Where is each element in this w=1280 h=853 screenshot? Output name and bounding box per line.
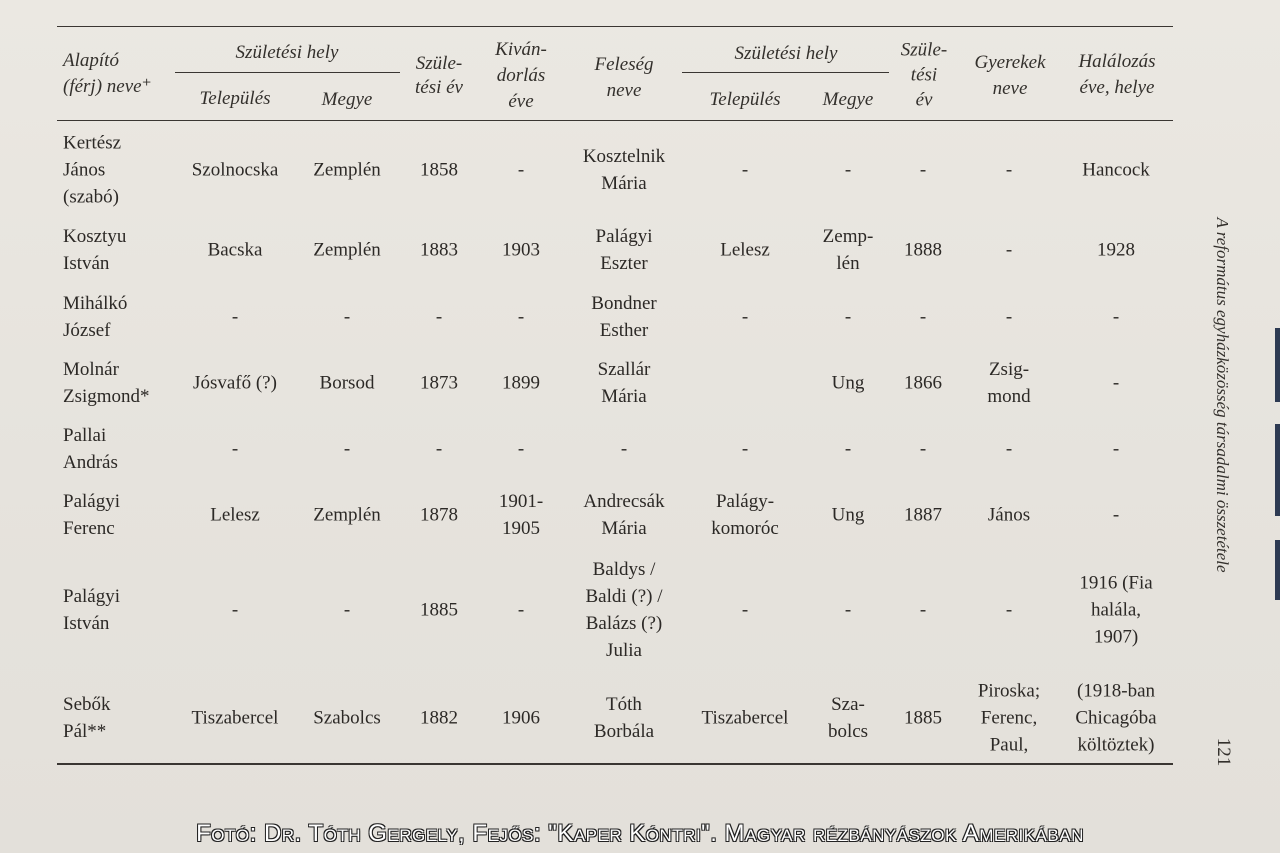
header-wife-county [823,88,874,112]
cell-county [313,705,381,732]
cell-children-line: - [1005,239,1013,261]
header-wife-name [594,52,653,104]
page-edge-tab [1275,540,1280,600]
page-number: 121 [1213,737,1234,767]
cell-w-birth [920,436,926,463]
cell-wife-line: Kosztelnik [582,146,666,167]
cell-w-county-line: Zemp- [822,226,874,247]
cell-settlement-line: Bacska [207,239,263,261]
cell-w-county-line: - [844,306,852,328]
cell-birth-line: - [435,306,443,328]
cell-name-line: Kosztyu [63,226,127,247]
cell-death-line: - [1112,372,1120,394]
cell-emig-line: - [517,599,525,621]
cell-w-settlement-line: Palágy- [715,491,775,512]
cell-death-line: költöztek) [1077,734,1155,756]
cell-children [1006,157,1012,184]
cell-children [1006,436,1012,463]
cell-county [320,370,375,397]
cell-w-county-line: Sza- [831,694,865,715]
cell-birth [420,237,458,264]
header-settlement-line: Település [199,88,271,109]
cell-w-birth [904,237,942,264]
header-bottom-rule [57,120,1173,121]
wife-birthplace-group-rule [682,72,889,73]
cell-children-line: - [1005,438,1013,460]
header-county-line: Megye [321,89,373,110]
header-wife-birthplace-group [735,42,838,66]
cell-death [1113,436,1119,463]
page-edge-tab [1275,424,1280,516]
cell-w-birth [904,370,942,397]
cell-w-birth-line: 1866 [904,372,942,394]
cell-name-line: Sebők [63,694,111,715]
cell-children [1006,597,1012,624]
cell-wife-line: Bondner [591,293,657,314]
cell-death-line: - [1112,438,1120,460]
cell-emig-line: - [517,306,525,328]
cell-death [1082,157,1150,184]
cell-settlement [232,436,238,463]
cell-name-line: Mihálkó [63,293,128,314]
cell-death [1097,237,1135,264]
header-children-line: neve [992,78,1028,99]
cell-county [344,436,350,463]
cell-w-settlement [720,237,770,264]
cell-settlement-line: Jósvafő (?) [193,372,277,394]
header-wife-settlement [709,88,780,112]
header-death-line: éve, helye [1079,77,1155,98]
cell-birth [436,304,442,331]
header-wife-birthplace-group-line: Születési hely [734,43,838,64]
cell-emig-line: 1899 [502,372,540,394]
cell-name-line: József [63,320,111,341]
header-wife-settlement-line: Település [709,89,781,110]
cell-w-settlement-line: Lelesz [720,239,770,261]
cell-w-county-line: - [844,438,852,460]
header-children-line: Gyerekek [974,52,1046,73]
cell-wife [583,143,665,197]
cell-settlement-line: Lelesz [210,504,260,526]
cell-name [63,223,126,277]
cell-wife-line: Baldi (?) / [585,586,663,607]
cell-name-line: Molnár [63,359,119,380]
cell-county-line: - [343,306,351,328]
cell-w-county-line: lén [836,253,860,274]
cell-name-line: (szabó) [63,186,119,208]
cell-wife-line: Borbála [593,721,655,742]
cell-w-county [828,691,868,745]
cell-w-birth [920,304,926,331]
cell-wife-line: Mária [601,173,647,194]
cell-emig [502,705,540,732]
cell-death-line: Hancock [1082,159,1150,181]
cell-birth [420,370,458,397]
cell-w-birth-line: 1888 [904,239,942,261]
cell-wife-line: Tóth [606,694,642,715]
cell-emig-line: 1905 [501,518,540,539]
cell-settlement [232,597,238,624]
cell-name-line: Pallai [63,425,107,446]
cell-wife [596,223,653,277]
cell-w-settlement-line: - [741,159,749,181]
cell-emig-line: 1903 [502,239,540,261]
cell-wife-line: Esther [599,320,649,341]
cell-county-line: Zemplén [313,504,381,526]
cell-w-birth [920,597,926,624]
cell-children-line: - [1005,306,1013,328]
cell-county-line: - [343,599,351,621]
cell-settlement [192,157,279,184]
cell-children-line: mond [987,386,1031,407]
cell-name-line: Palágyi [63,586,120,607]
cell-wife-line: Eszter [600,253,648,274]
cell-death [1079,570,1152,651]
cell-children-line: Piroska; [977,680,1041,702]
header-emigration-year-line: Kiván- [495,39,547,60]
cell-emig [499,488,543,542]
cell-wife-line: Mária [601,386,647,407]
cell-name-line: István [63,253,110,274]
cell-birth [420,705,458,732]
header-wife-name-line: neve [606,80,642,101]
cell-death [1113,370,1119,397]
cell-children [988,502,1030,529]
cell-w-settlement-line: - [741,599,749,621]
cell-w-settlement [702,705,789,732]
cell-wife [621,436,627,463]
cell-death [1075,678,1156,759]
cell-w-county [832,502,865,529]
cell-county-line: Zemplén [313,239,381,261]
cell-emig [518,436,524,463]
header-birth-year [415,52,463,100]
cell-name [63,422,118,476]
header-emigration-year-line: dorlás [496,65,546,86]
cell-w-county-line: Ung [831,504,865,526]
header-birthplace-group-line: Születési hely [235,42,339,63]
cell-settlement-line: Szolnocska [191,159,279,181]
cell-wife [585,556,662,664]
cell-wife [598,356,651,410]
table-bottom-rule [57,763,1173,765]
cell-county [313,502,381,529]
cell-emig [502,237,540,264]
cell-name [63,488,120,542]
cell-w-county [845,436,851,463]
cell-birth-line: 1878 [420,504,458,526]
cell-settlement [193,370,277,397]
cell-w-settlement-line: Tiszabercel [701,707,789,729]
cell-w-birth [904,705,942,732]
header-founder [63,48,152,100]
cell-name-line: Pál** [63,721,107,742]
cell-w-birth-line: - [919,306,927,328]
cell-county [344,597,350,624]
cell-wife-line: Szallár [597,359,651,380]
cell-settlement-line: - [231,438,239,460]
cell-birth [420,597,458,624]
cell-w-settlement-line: - [741,306,749,328]
cell-children-line: Ferenc, [980,707,1038,729]
cell-birth-line: 1882 [420,707,458,729]
cell-birth-line: 1858 [420,159,458,181]
cell-emig-line: 1906 [502,707,540,729]
header-founder-line: (férj) neve⁺ [63,76,152,97]
cell-children-line: - [1005,599,1013,621]
cell-w-settlement [742,436,748,463]
cell-wife-line: Balázs (?) [585,613,663,634]
cell-w-county [832,370,865,397]
cell-name [63,691,111,745]
cell-w-birth [904,502,942,529]
cell-name [63,130,121,211]
cell-wife-line: Baldys / [592,559,656,580]
header-wife-birth-year-line: év [915,89,933,111]
header-children [974,50,1045,102]
cell-wife-line: - [620,438,628,460]
cell-w-county [845,304,851,331]
cell-emig [502,370,540,397]
cell-w-birth-line: - [919,159,927,181]
cell-w-settlement [742,597,748,624]
cell-w-settlement-line: - [741,438,749,460]
cell-w-settlement [742,304,748,331]
cell-w-county [823,223,874,277]
cell-children-line: János [987,504,1031,526]
cell-children [978,678,1040,759]
cell-settlement [208,237,263,264]
cell-emig-line: - [517,438,525,460]
cell-name [63,290,127,344]
cell-death-line: Chicagóba [1075,707,1157,729]
cell-settlement [192,705,279,732]
birthplace-group-rule [175,72,400,73]
photo-credit-caption [0,815,1280,853]
cell-county-line: - [343,438,351,460]
cell-name-line: András [63,452,118,473]
cell-wife-line: Palágyi [595,226,653,247]
cell-w-settlement [742,157,748,184]
header-birthplace-group [236,41,339,65]
cell-name-line: Palágyi [63,491,120,512]
header-emigration-year [495,37,547,115]
cell-w-county-line: - [844,599,852,621]
cell-wife [583,488,664,542]
cell-w-county [845,597,851,624]
header-death-line: Halálozás [1078,51,1156,72]
cell-children [1006,237,1012,264]
cell-death-line: (1918-ban [1076,680,1156,702]
cell-name-line: Zsigmond* [63,386,150,407]
cell-county [313,237,381,264]
cell-w-birth-line: - [919,599,927,621]
cell-children [987,356,1030,410]
cell-wife [594,691,654,745]
cell-settlement [232,304,238,331]
header-birth-year-line: tési év [414,77,464,98]
cell-county-line: Zemplén [313,159,381,181]
cell-emig [518,157,524,184]
cell-w-county [845,157,851,184]
header-emigration-year-line: éve [508,91,534,112]
cell-death [1113,502,1119,529]
cell-w-birth [920,157,926,184]
cell-birth-line: 1885 [420,599,458,621]
cell-children-line: - [1005,159,1013,181]
header-death [1078,49,1155,101]
header-wife-birth-year-line: Szüle- [900,39,948,61]
header-county [322,88,373,112]
cell-children [1006,304,1012,331]
cell-settlement-line: Tiszabercel [191,707,279,729]
cell-name-line: Ferenc [63,518,115,539]
cell-name [63,583,120,637]
cell-birth-line: 1883 [420,239,458,261]
cell-county [344,304,350,331]
cell-emig-line: 1901- [498,491,544,512]
cell-birth [420,502,458,529]
cell-birth [420,157,458,184]
cell-county-line: Szabolcs [313,707,381,729]
header-wife-county-line: Megye [822,89,874,110]
cell-death [1113,304,1119,331]
cell-w-birth-line: 1885 [904,707,942,729]
cell-wife [591,290,656,344]
cell-death-line: 1928 [1097,239,1135,261]
cell-birth [436,436,442,463]
cell-death-line: 1916 (Fia [1079,572,1153,594]
table-top-rule [57,26,1173,27]
cell-wife-line: Mária [601,518,647,539]
running-title: A református egyházközösség társadalmi összetétele [1213,217,1232,573]
cell-emig [518,304,524,331]
cell-birth-line: 1873 [420,372,458,394]
cell-w-county-line: bolcs [827,721,869,742]
cell-emig-line: - [517,159,525,181]
cell-children-line: Paul, [989,734,1029,756]
header-wife-name-line: Feleség [594,54,654,75]
header-wife-birth-year-line: tési [910,64,938,86]
cell-settlement-line: - [231,599,239,621]
cell-name-line: Kertész [63,132,122,154]
header-wife-birth-year [901,38,947,113]
cell-w-birth-line: 1887 [904,504,942,526]
header-founder-line: Alapító [63,50,119,71]
cell-death-line: halála, [1090,599,1142,621]
cell-birth-line: - [435,438,443,460]
cell-name-line: János [63,159,106,181]
header-birth-year-line: Szüle- [415,53,463,74]
cell-w-settlement-line: komoróc [711,518,779,539]
header-settlement [199,87,270,111]
page-edge-tab [1275,328,1280,402]
cell-wife-line: Julia [606,640,642,661]
cell-county [313,157,381,184]
cell-name [63,356,150,410]
cell-children-line: Zsig- [988,359,1030,380]
cell-settlement-line: - [231,306,239,328]
cell-settlement [210,502,260,529]
cell-w-settlement [711,488,779,542]
cell-county-line: Borsod [319,372,375,394]
cell-w-birth-line: - [919,438,927,460]
cell-w-county-line: Ung [831,372,865,394]
cell-wife-line: Andrecsák [583,491,665,512]
photo-credit-text: Fotó: Dr. Tóth Gergely, Fejős: "Kaper Kóntri". Magyar rézbányászok Amerikában [196,820,1084,847]
cell-w-county-line: - [844,159,852,181]
cell-emig [518,597,524,624]
cell-name-line: István [63,613,110,634]
cell-death-line: 1907) [1093,626,1139,648]
cell-death-line: - [1112,504,1120,526]
cell-death-line: - [1112,306,1120,328]
